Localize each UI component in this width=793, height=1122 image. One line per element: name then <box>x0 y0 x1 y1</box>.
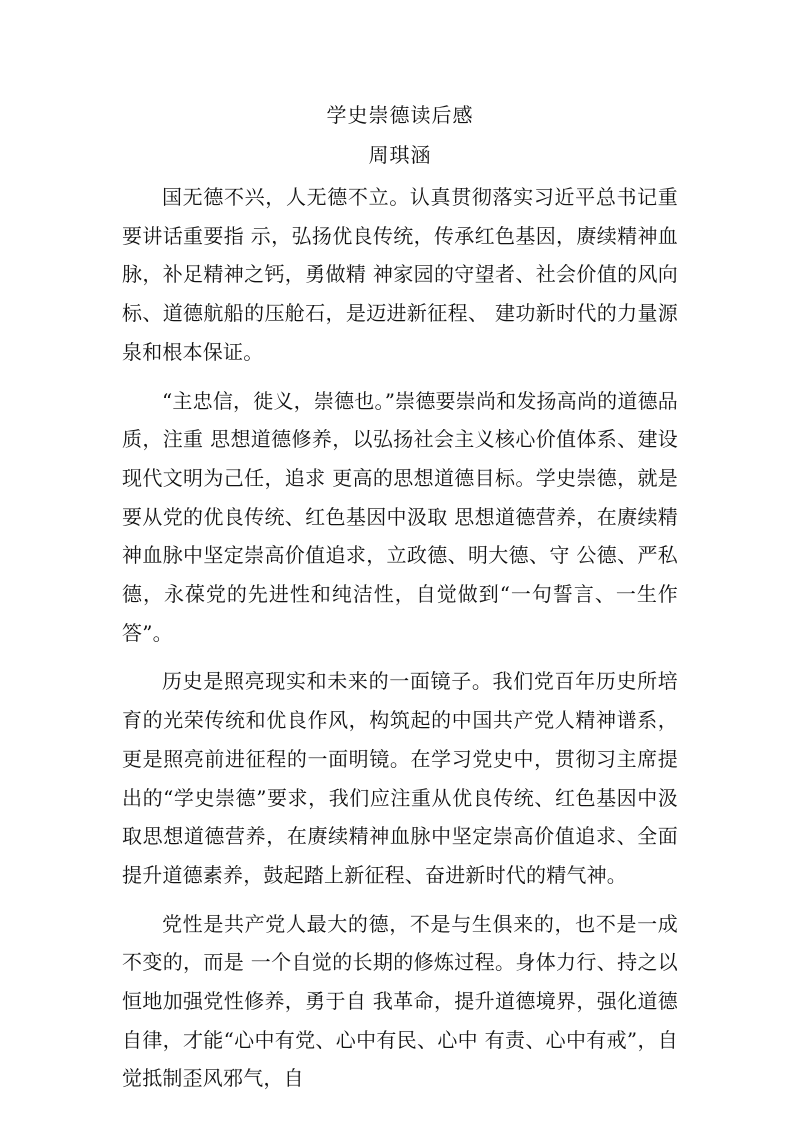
paragraph-4: 党性是共产党人最大的德，不是与生俱来的，也不是一成不变的，而是 一个自觉的长期的修炼过程。身体力行、持之以恒地加强党性修养，勇于自 我革命，提升道德境界，强化道德自律，才能“心中有党、心中有民、心中 有责、心中有戒”，自觉抵制歪风邪气，自 <box>122 911 678 1091</box>
paragraph-3: 历史是照亮现实和未来的一面镜子。我们党百年历史所培育的光荣传统和优良作风，构筑起的中国共产党人精神谱系，更是照亮前进征程的一面明镜。在学习党史中，贯彻习主席提出的“学史崇德”要求，我们应注重从优良传统、红色基因中汲取思想道德营养，在赓续精神血脉中坚定崇高价值追求、全面提升道德素养，鼓起踏上新征程、奋进新时代的精气神。 <box>122 669 678 887</box>
document-title: 学史崇德读后感 <box>326 103 474 127</box>
document-page <box>122 100 678 1108</box>
paragraph-2: “主忠信，徙义，崇德也。”崇德要崇尚和发扬高尚的道德品质，注重 思想道德修养，以弘扬社会主义核心价值体系、建设现代文明为己任，追求 更高的思想道德目标。学史崇德，就是要从党的优良传统、红色基因中汲取 思想道德营养，在赓续精神血脉中坚定崇高价值追求，立政德、明大德、守 公德、严私德，永葆党的先进性和纯洁性，自觉做到“一句誓言、一生作 答”。 <box>122 388 678 645</box>
document-author: 周琪涵 <box>368 143 432 167</box>
paragraph-1: 国无德不兴，人无德不立。认真贯彻落实习近平总书记重要讲话重要指 示，弘扬优良传统，传承红色基因，赓续精神血脉，补足精神之钙，勇做精 神家园的守望者、社会价值的风向标、道德航船的压舱石，是迈进新征程、 建功新时代的力量源泉和根本保证。 <box>122 185 678 364</box>
